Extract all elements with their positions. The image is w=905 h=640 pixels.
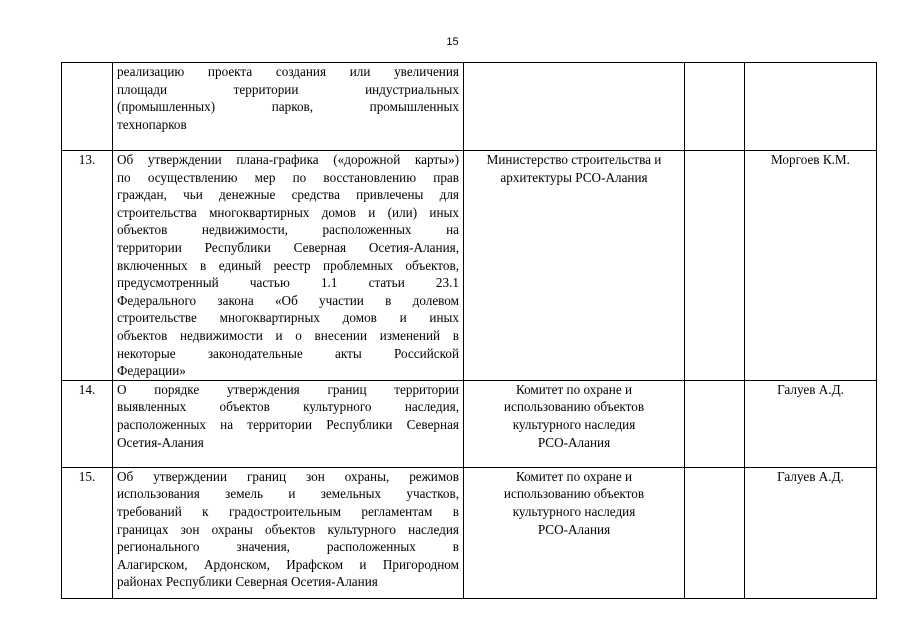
title-line: (промышленных) парков, промышленных bbox=[117, 99, 459, 115]
department-line: культурного наследия bbox=[512, 416, 636, 432]
title-line: объектов недвижимости, расположенных на bbox=[117, 222, 459, 238]
row-title bbox=[113, 151, 464, 381]
title-line: граждан, чьи денежные средства привлечены для bbox=[117, 187, 459, 203]
title-line: объектов недвижимости и о внесении изменений в bbox=[117, 327, 459, 343]
title-line: районах Республики Северная Осетия-Алания bbox=[117, 574, 378, 590]
department-line: использованию объектов bbox=[503, 486, 645, 502]
page-number: 15 bbox=[446, 36, 459, 48]
table-row bbox=[62, 380, 877, 467]
row-empty-cell bbox=[685, 63, 745, 151]
row-department bbox=[464, 380, 685, 467]
row-empty-cell bbox=[685, 380, 745, 467]
table-row bbox=[62, 63, 877, 151]
department-line: культурного наследия bbox=[512, 503, 636, 519]
row-empty-cell bbox=[685, 467, 745, 598]
department-line: РСО-Алания bbox=[537, 521, 611, 537]
title-line: Об утверждении плана-графика («дорожной карты») bbox=[117, 152, 459, 167]
title-line: выявленных объектов культурного наследия, bbox=[117, 399, 459, 415]
row-responsible: Галуев А.Д. bbox=[745, 380, 877, 467]
row-title bbox=[113, 63, 464, 151]
title-line: регионального значения, расположенных в bbox=[117, 539, 459, 555]
title-line: использования земель и земельных участков, bbox=[117, 486, 459, 502]
title-line: расположенных на территории Республики Северная bbox=[117, 416, 459, 432]
row-department bbox=[464, 63, 685, 151]
title-line: требований к градостроительным регламентам в bbox=[117, 503, 459, 519]
department-line: Комитет по охране и bbox=[515, 468, 633, 484]
title-line: границах зон охраны объектов культурного наследия bbox=[117, 521, 459, 537]
department-line: использованию объектов bbox=[503, 399, 645, 415]
department-line: Комитет по охране и bbox=[515, 381, 633, 397]
row-title bbox=[113, 380, 464, 467]
title-line: строительстве многоквартирных домов и иных bbox=[117, 310, 459, 326]
title-line: некоторые законодательные акты Российской bbox=[117, 345, 459, 361]
title-line: предусмотренный частью 1.1 статьи 23.1 bbox=[117, 275, 459, 291]
title-line: включенных в единый реестр проблемных объектов, bbox=[117, 257, 459, 273]
row-responsible: Галуев А.Д. bbox=[745, 467, 877, 598]
title-line: Федерации» bbox=[117, 363, 186, 379]
row-number bbox=[62, 63, 113, 151]
title-line: Об утверждении границ зон охраны, режимов bbox=[117, 468, 459, 484]
title-line: площади территории индустриальных bbox=[117, 81, 459, 97]
title-line: реализацию проекта создания или увеличения bbox=[117, 64, 459, 79]
table-row bbox=[62, 151, 877, 381]
table-body bbox=[62, 63, 877, 599]
department-line: Министерство строительства и bbox=[486, 152, 662, 167]
title-line: территории Республики Северная Осетия-Алания, bbox=[117, 239, 459, 255]
row-empty-cell bbox=[685, 151, 745, 381]
row-number: 14. bbox=[62, 380, 113, 467]
row-department bbox=[464, 467, 685, 598]
title-line: Алагирском, Ардонском, Ирафском и Пригородном bbox=[117, 556, 459, 572]
department-line: архитектуры РСО-Алания bbox=[500, 169, 648, 185]
title-line: Федерального закона «Об участии в долевом bbox=[117, 292, 459, 308]
title-line: технопарков bbox=[117, 116, 187, 132]
row-responsible: Моргоев К.М. bbox=[745, 151, 877, 381]
row-responsible bbox=[745, 63, 877, 151]
document-table bbox=[61, 62, 877, 599]
table-row bbox=[62, 467, 877, 598]
row-department bbox=[464, 151, 685, 381]
title-line: О порядке утверждения границ территории bbox=[117, 381, 459, 397]
row-number: 13. bbox=[62, 151, 113, 381]
row-title bbox=[113, 467, 464, 598]
row-number: 15. bbox=[62, 467, 113, 598]
department-line: РСО-Алания bbox=[537, 434, 611, 450]
title-line: по осуществлению мер по восстановлению прав bbox=[117, 169, 459, 185]
title-line: Осетия-Алания bbox=[117, 434, 204, 450]
title-line: строительства многоквартирных домов и (или) иных bbox=[117, 204, 459, 220]
